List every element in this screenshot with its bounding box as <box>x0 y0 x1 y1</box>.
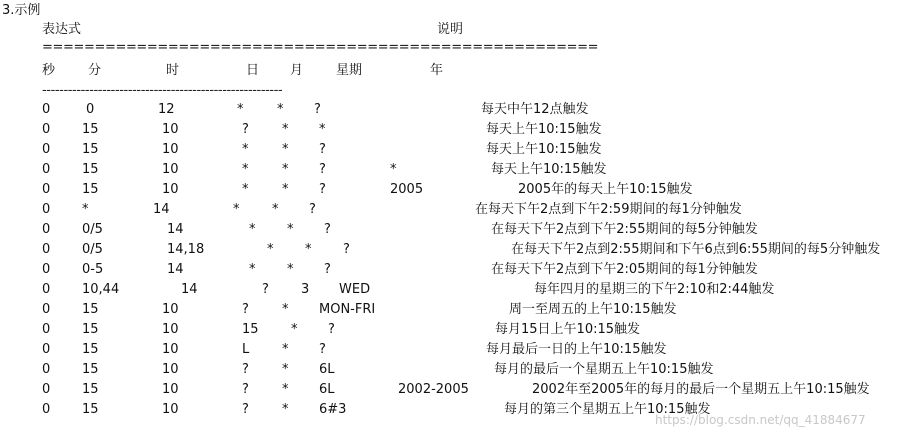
cell-sec: 0 <box>42 122 51 137</box>
cell-hour: 10 <box>162 302 179 317</box>
cell-week: ? <box>343 242 350 257</box>
equals-separator: ===================================================== <box>42 40 599 55</box>
cell-sec: 0 <box>42 282 51 297</box>
cell-min: 15 <box>82 402 99 417</box>
cell-day: L <box>242 342 250 357</box>
cell-sec: 0 <box>42 322 51 337</box>
cell-month: * <box>287 262 294 277</box>
cell-min: 15 <box>82 322 99 337</box>
cell-week: WED <box>339 282 371 297</box>
cell-day: ? <box>242 362 249 377</box>
col-header-min: 分 <box>88 63 102 78</box>
col-header-hour: 时 <box>166 63 180 78</box>
cell-hour: 10 <box>162 362 179 377</box>
cell-month: * <box>282 302 289 317</box>
cell-day: * <box>242 162 249 177</box>
cell-min: 15 <box>82 142 99 157</box>
cell-desc: 2005年的每天上午10:15触发 <box>518 182 693 197</box>
cell-month: * <box>287 222 294 237</box>
cell-hour: 14 <box>167 262 184 277</box>
cell-week: ? <box>319 342 326 357</box>
col-header-month: 月 <box>290 63 304 78</box>
cell-hour: 14 <box>181 282 198 297</box>
cell-hour: 10 <box>162 182 179 197</box>
cell-desc: 每天中午12点触发 <box>481 102 589 117</box>
cell-day: ? <box>242 402 249 417</box>
cell-min: 15 <box>82 122 99 137</box>
cell-sec: 0 <box>42 382 51 397</box>
cell-min: 15 <box>82 302 99 317</box>
cell-week: 6L <box>319 362 335 377</box>
cell-day: * <box>237 102 244 117</box>
cell-desc: 每月的最后一个星期五上午10:15触发 <box>494 362 714 377</box>
cell-month: * <box>282 122 289 137</box>
cell-hour: 10 <box>162 142 179 157</box>
cell-min: 0/5 <box>82 222 103 237</box>
cell-week: ? <box>324 222 331 237</box>
cell-sec: 0 <box>42 142 51 157</box>
cell-hour: 10 <box>162 402 179 417</box>
cell-desc: 每月最后一日的上午10:15触发 <box>486 342 667 357</box>
dash-separator: -------------------------------------------------------- <box>42 83 283 98</box>
cell-sec: 0 <box>42 362 51 377</box>
section-title: 3.示例 <box>2 3 41 18</box>
cell-min: * <box>82 202 89 217</box>
cell-sec: 0 <box>42 102 51 117</box>
cell-day: ? <box>242 382 249 397</box>
cell-min: 15 <box>82 342 99 357</box>
cell-month: * <box>272 202 279 217</box>
cell-hour: 10 <box>162 122 179 137</box>
cell-month: * <box>277 102 284 117</box>
cell-desc: 每年四月的星期三的下午2:10和2:44触发 <box>534 282 775 297</box>
cell-desc: 在每天下午2点到下午2:59期间的每1分钟触发 <box>475 202 742 217</box>
cell-day: ? <box>262 282 269 297</box>
cell-sec: 0 <box>42 242 51 257</box>
cell-week: ? <box>319 142 326 157</box>
cell-month: * <box>282 382 289 397</box>
cell-day: * <box>242 142 249 157</box>
cell-min: 0-5 <box>82 262 104 277</box>
cell-sec: 0 <box>42 262 51 277</box>
cell-sec: 0 <box>42 182 51 197</box>
cell-hour: 14 <box>167 222 184 237</box>
cell-month: 3 <box>301 282 310 297</box>
col-header-sec: 秒 <box>42 63 56 78</box>
cell-month: * <box>282 142 289 157</box>
cell-day: ? <box>242 122 249 137</box>
cell-desc: 在每天下午2点到下午2:55期间的每5分钟触发 <box>491 222 758 237</box>
cell-day: * <box>233 202 240 217</box>
cell-min: 15 <box>82 182 99 197</box>
cell-hour: 14 <box>153 202 170 217</box>
cell-sec: 0 <box>42 402 51 417</box>
cell-hour: 10 <box>162 342 179 357</box>
cell-desc: 每天上午10:15触发 <box>486 142 602 157</box>
col-header-year: 年 <box>430 63 444 78</box>
cell-hour: 12 <box>158 102 175 117</box>
cell-month: * <box>282 342 289 357</box>
cell-week: ? <box>328 322 335 337</box>
cell-day: * <box>249 262 256 277</box>
cell-week: * <box>319 122 326 137</box>
col-header-week: 星期 <box>336 63 363 78</box>
cell-min: 0 <box>86 102 95 117</box>
cell-year: 2002-2005 <box>398 382 469 397</box>
cell-hour: 10 <box>162 382 179 397</box>
cell-day: 15 <box>242 322 259 337</box>
cell-week: ? <box>319 162 326 177</box>
cell-hour: 10 <box>162 322 179 337</box>
cell-year: 2005 <box>390 182 424 197</box>
watermark: https://blog.csdn.net/qq_41884677 <box>655 413 866 427</box>
description-header: 说明 <box>437 22 464 37</box>
cell-desc: 每月的第三个星期五上午10:15触发 <box>504 402 711 417</box>
cell-week: ? <box>319 182 326 197</box>
cell-sec: 0 <box>42 342 51 357</box>
cell-min: 15 <box>82 362 99 377</box>
cell-desc: 每月15日上午10:15触发 <box>495 322 641 337</box>
cell-day: * <box>242 182 249 197</box>
cell-month: * <box>282 182 289 197</box>
cell-day: ? <box>242 302 249 317</box>
col-header-day: 日 <box>246 63 260 78</box>
cell-desc: 2002年至2005年的每月的最后一个星期五上午10:15触发 <box>532 382 870 397</box>
cell-min: 10,44 <box>82 282 120 297</box>
cell-month: * <box>305 242 312 257</box>
cell-day: * <box>267 242 274 257</box>
cell-week: ? <box>309 202 316 217</box>
cell-sec: 0 <box>42 302 51 317</box>
cell-sec: 0 <box>42 222 51 237</box>
cell-desc: 在每天下午2点到2:55期间和下午6点到6:55期间的每5分钟触发 <box>511 242 881 257</box>
expression-header: 表达式 <box>42 22 82 37</box>
cell-week: 6#3 <box>319 402 347 417</box>
cell-month: * <box>282 162 289 177</box>
cell-sec: 0 <box>42 162 51 177</box>
cell-hour: 14,18 <box>167 242 205 257</box>
cell-day: * <box>249 222 256 237</box>
cell-desc: 在每天下午2点到下午2:05期间的每1分钟触发 <box>491 262 758 277</box>
cell-week: MON-FRI <box>319 302 376 317</box>
cell-min: 15 <box>82 382 99 397</box>
cell-week: 6L <box>319 382 335 397</box>
cell-year: * <box>390 162 397 177</box>
cell-hour: 10 <box>162 162 179 177</box>
cell-week: ? <box>324 262 331 277</box>
cell-desc: 周一至周五的上午10:15触发 <box>509 302 677 317</box>
cell-week: ? <box>314 102 321 117</box>
cell-sec: 0 <box>42 202 51 217</box>
cell-month: * <box>282 402 289 417</box>
cell-desc: 每天上午10:15触发 <box>486 122 602 137</box>
cell-month: * <box>291 322 298 337</box>
cell-desc: 每天上午10:15触发 <box>491 162 607 177</box>
cell-min: 0/5 <box>82 242 103 257</box>
cell-month: * <box>282 362 289 377</box>
cell-min: 15 <box>82 162 99 177</box>
